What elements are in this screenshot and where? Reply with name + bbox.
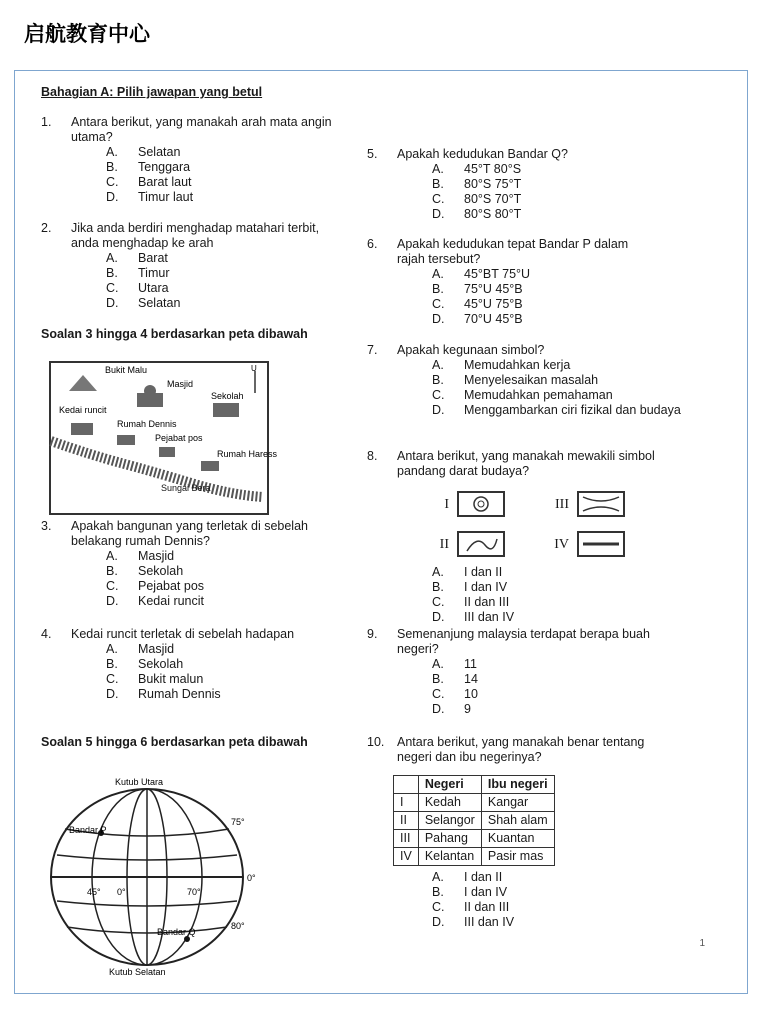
option-text: Timur laut bbox=[138, 190, 194, 204]
option-letter: D. bbox=[432, 610, 445, 624]
symbol-label-2: II bbox=[439, 536, 449, 552]
question-3 bbox=[41, 519, 341, 609]
option-letter: D. bbox=[106, 687, 119, 701]
q8-option-c[interactable] bbox=[432, 595, 667, 610]
q5-option-a[interactable] bbox=[432, 162, 737, 177]
symbol-1-icon bbox=[457, 491, 505, 517]
q1-options bbox=[106, 145, 341, 205]
brand-title: 启航教育中心 bbox=[24, 22, 150, 46]
table-header-cell: Ibu negeri bbox=[481, 776, 554, 794]
question-9 bbox=[367, 627, 667, 717]
table-cell: Kelantan bbox=[418, 848, 481, 866]
option-letter: C. bbox=[432, 192, 445, 206]
question-5 bbox=[367, 147, 737, 222]
map-label-sekolah: Sekolah bbox=[211, 391, 244, 401]
option-letter: B. bbox=[106, 266, 118, 280]
option-text: 80°S 70°T bbox=[464, 192, 522, 206]
option-letter: B. bbox=[106, 160, 118, 174]
table-header-cell bbox=[394, 776, 419, 794]
table-cell: I bbox=[394, 794, 419, 812]
north-label: U bbox=[251, 364, 257, 373]
table-row bbox=[394, 812, 555, 830]
q3-option-c[interactable] bbox=[106, 579, 341, 594]
q7-option-a[interactable] bbox=[432, 358, 737, 373]
q4-option-d[interactable] bbox=[106, 687, 341, 702]
q6-option-b[interactable] bbox=[432, 282, 647, 297]
option-letter: A. bbox=[432, 358, 444, 372]
q2-option-b[interactable] bbox=[106, 266, 341, 281]
table-row bbox=[394, 848, 555, 866]
option-text: 75°U 45°B bbox=[464, 282, 523, 296]
option-letter: D. bbox=[106, 190, 119, 204]
map-label-kedai: Kedai runcit bbox=[59, 405, 107, 415]
q4-number: 4. bbox=[41, 627, 52, 641]
q9-option-d[interactable] bbox=[432, 702, 667, 717]
q2-option-c[interactable] bbox=[106, 281, 341, 296]
q9-options bbox=[432, 657, 667, 717]
option-letter: D. bbox=[106, 594, 119, 608]
question-10 bbox=[367, 735, 667, 930]
option-text: 11 bbox=[464, 657, 477, 671]
q7-option-b[interactable] bbox=[432, 373, 737, 388]
globe-section-title: Soalan 5 hingga 6 berdasarkan peta dibawah bbox=[41, 735, 308, 749]
section-a-title: Bahagian A: Pilih jawapan yang betul bbox=[41, 85, 263, 99]
option-letter: B. bbox=[106, 564, 118, 578]
globe-drawing bbox=[39, 777, 279, 977]
option-letter: A. bbox=[432, 162, 444, 176]
question-8 bbox=[367, 449, 667, 625]
option-letter: D. bbox=[432, 312, 445, 326]
option-text: 9 bbox=[464, 702, 471, 716]
table-row bbox=[394, 794, 555, 812]
option-text: I dan II bbox=[464, 870, 503, 884]
symbol-grid bbox=[407, 491, 667, 557]
q9-text: Semenanjung malaysia terdapat berapa buah negeri? bbox=[397, 627, 650, 656]
q2-options bbox=[106, 251, 341, 311]
option-letter: D. bbox=[432, 702, 445, 716]
q7-options bbox=[432, 358, 737, 418]
q2-option-d[interactable] bbox=[106, 296, 341, 311]
q8-option-d[interactable] bbox=[432, 610, 667, 625]
symbol-label-4: IV bbox=[554, 536, 569, 552]
q3-option-a[interactable] bbox=[106, 549, 341, 564]
label-70: 70° bbox=[187, 887, 201, 897]
option-text: 80°S 75°T bbox=[464, 177, 522, 191]
q10-option-b[interactable] bbox=[432, 885, 667, 900]
q5-text: Apakah kedudukan Bandar Q? bbox=[397, 147, 568, 161]
option-letter: A. bbox=[432, 870, 444, 884]
label-bandar-p: Bandar P bbox=[69, 825, 107, 835]
house-dennis-icon bbox=[117, 435, 135, 445]
symbol-4-icon bbox=[577, 531, 625, 557]
q5-option-d[interactable] bbox=[432, 207, 737, 222]
state-capital-table bbox=[393, 775, 555, 866]
option-text: Memudahkan kerja bbox=[464, 358, 571, 372]
option-letter: B. bbox=[432, 580, 444, 594]
post-office-icon bbox=[159, 447, 175, 457]
option-letter: A. bbox=[432, 565, 444, 579]
option-text: III dan IV bbox=[464, 915, 515, 929]
symbol-label-3: III bbox=[555, 496, 569, 512]
question-7 bbox=[367, 343, 737, 418]
option-text: Timur bbox=[138, 266, 170, 280]
option-text: Masjid bbox=[138, 642, 175, 656]
option-text: Menggambarkan ciri fizikal dan budaya bbox=[464, 403, 681, 417]
q7-text: Apakah kegunaan simbol? bbox=[397, 343, 545, 357]
option-letter: C. bbox=[106, 175, 119, 189]
label-north-pole: Kutub Utara bbox=[115, 777, 164, 787]
symbol-3-icon bbox=[577, 491, 625, 517]
option-letter: D. bbox=[432, 915, 445, 929]
question-10-options bbox=[432, 870, 667, 930]
option-text: 10 bbox=[464, 687, 478, 701]
q7-number: 7. bbox=[367, 343, 378, 357]
option-text: I dan IV bbox=[464, 580, 508, 594]
option-text: III dan IV bbox=[464, 610, 515, 624]
option-letter: D. bbox=[106, 296, 119, 310]
option-text: 45°U 75°B bbox=[464, 297, 523, 311]
question-10-text: Antara berikut, yang manakah benar tentang negeri dan ibu negerinya? bbox=[397, 735, 645, 764]
option-text: Barat bbox=[138, 251, 168, 265]
option-text: Sekolah bbox=[138, 564, 184, 578]
q4-text: Kedai runcit terletak di sebelah hadapan bbox=[71, 627, 295, 641]
map-section-title: Soalan 3 hingga 4 berdasarkan peta dibawah bbox=[41, 327, 308, 341]
question-4 bbox=[41, 627, 341, 702]
map-label-sungai: Sungai Bera bbox=[161, 483, 211, 493]
option-letter: A. bbox=[106, 549, 118, 563]
table-cell: III bbox=[394, 830, 419, 848]
option-letter: C. bbox=[432, 687, 445, 701]
option-letter: C. bbox=[432, 595, 445, 609]
q4-options bbox=[106, 642, 341, 702]
table-cell: Kedah bbox=[418, 794, 481, 812]
option-text: Selatan bbox=[138, 145, 181, 159]
option-letter: C. bbox=[106, 281, 119, 295]
q7-option-d[interactable] bbox=[432, 403, 737, 418]
option-letter: A. bbox=[106, 145, 118, 159]
q10-option-d[interactable] bbox=[432, 915, 667, 930]
option-letter: C. bbox=[106, 579, 119, 593]
q3-number: 3. bbox=[41, 519, 52, 533]
q6-number: 6. bbox=[367, 237, 378, 251]
option-text: Bukit malun bbox=[138, 672, 204, 686]
q4-option-c[interactable] bbox=[106, 672, 341, 687]
shop-icon bbox=[71, 423, 93, 435]
map-label-masjid: Masjid bbox=[167, 379, 194, 389]
option-letter: D. bbox=[432, 403, 445, 417]
q4-option-b[interactable] bbox=[106, 657, 341, 672]
q10-option-a[interactable] bbox=[432, 870, 667, 885]
question-8-text: Antara berikut, yang manakah mewakili simbol pandang darat budaya? bbox=[397, 449, 655, 478]
option-letter: A. bbox=[432, 267, 444, 281]
village-map bbox=[49, 361, 278, 515]
q10-option-c[interactable] bbox=[432, 900, 667, 915]
option-letter: A. bbox=[106, 642, 118, 656]
map-label-bukit-malu: Bukit Malu bbox=[105, 365, 148, 375]
q6-option-c[interactable] bbox=[432, 297, 647, 312]
question-8-options bbox=[432, 565, 667, 625]
q5-option-b[interactable] bbox=[432, 177, 737, 192]
label-80: 80° bbox=[231, 921, 245, 931]
option-letter: B. bbox=[432, 282, 444, 296]
option-letter: B. bbox=[106, 657, 118, 671]
map-label-rumah-dennis: Rumah Dennis bbox=[117, 419, 177, 429]
q8-option-b[interactable] bbox=[432, 580, 667, 595]
question-1 bbox=[41, 115, 341, 205]
question-2 bbox=[41, 221, 341, 311]
q3-options bbox=[106, 549, 341, 609]
q7-option-c[interactable] bbox=[432, 388, 737, 403]
q6-options bbox=[432, 267, 647, 327]
option-text: Utara bbox=[138, 281, 169, 295]
option-text: Memudahkan pemahaman bbox=[464, 388, 613, 402]
label-south-pole: Kutub Selatan bbox=[109, 967, 166, 977]
table-cell: Pasir mas bbox=[481, 848, 554, 866]
option-letter: B. bbox=[432, 373, 444, 387]
page-number: 1 bbox=[699, 938, 705, 949]
q1-number: 1. bbox=[41, 115, 52, 129]
q1-option-c[interactable] bbox=[106, 175, 341, 190]
option-text: Menyelesaikan masalah bbox=[464, 373, 599, 387]
symbol-2-icon bbox=[457, 531, 505, 557]
option-letter: B. bbox=[432, 885, 444, 899]
q2-number: 2. bbox=[41, 221, 52, 235]
map-label-rumah-haress: Rumah Haress bbox=[217, 449, 278, 459]
table-cell: Selangor bbox=[418, 812, 481, 830]
q2-option-a[interactable] bbox=[106, 251, 341, 266]
q9-option-b[interactable] bbox=[432, 672, 667, 687]
option-text: 45°T 80°S bbox=[464, 162, 522, 176]
option-letter: C. bbox=[432, 297, 445, 311]
question-6 bbox=[367, 237, 647, 327]
label-0-bottom: 0° bbox=[117, 887, 126, 897]
option-text: 80°S 80°T bbox=[464, 207, 522, 221]
question-10-number: 10. bbox=[367, 735, 385, 749]
house-haress-icon bbox=[201, 461, 219, 471]
table-cell: Kangar bbox=[481, 794, 554, 812]
option-text: 14 bbox=[464, 672, 478, 686]
q6-option-a[interactable] bbox=[432, 267, 647, 282]
question-8-number: 8. bbox=[367, 449, 378, 463]
option-text: II dan III bbox=[464, 595, 510, 609]
q8-option-a[interactable] bbox=[432, 565, 667, 580]
q9-option-c[interactable] bbox=[432, 687, 667, 702]
q9-option-a[interactable] bbox=[432, 657, 667, 672]
option-text: Tenggara bbox=[138, 160, 191, 174]
option-text: 45°BT 75°U bbox=[464, 267, 531, 281]
table-cell: IV bbox=[394, 848, 419, 866]
label-0-right: 0° bbox=[247, 873, 256, 883]
q6-text: Apakah kedudukan tepat Bandar P dalam rajah tersebut? bbox=[397, 237, 629, 266]
option-letter: B. bbox=[432, 177, 444, 191]
map-label-pejabat-pos: Pejabat pos bbox=[155, 433, 203, 443]
globe-diagram bbox=[39, 777, 279, 977]
q2-text: Jika anda berdiri menghadap matahari terbit, anda menghadap ke arah bbox=[71, 221, 320, 250]
q9-number: 9. bbox=[367, 627, 378, 641]
table-header-cell: Negeri bbox=[418, 776, 481, 794]
option-letter: C. bbox=[106, 672, 119, 686]
table-row bbox=[394, 830, 555, 848]
q1-option-d[interactable] bbox=[106, 190, 341, 205]
q3-text: Apakah bangunan yang terletak di sebelah belakang rumah Dennis? bbox=[71, 519, 308, 548]
symbol-label-1: I bbox=[444, 496, 449, 512]
q3-option-b[interactable] bbox=[106, 564, 341, 579]
q1-option-b[interactable] bbox=[106, 160, 341, 175]
table-cell: Pahang bbox=[418, 830, 481, 848]
worksheet-page bbox=[14, 70, 748, 994]
q5-options bbox=[432, 162, 737, 222]
option-text: Masjid bbox=[138, 549, 175, 563]
option-letter: C. bbox=[432, 900, 445, 914]
option-text: Selatan bbox=[138, 296, 181, 310]
option-letter: B. bbox=[432, 672, 444, 686]
option-text: 70°U 45°B bbox=[464, 312, 523, 326]
q3-option-d[interactable] bbox=[106, 594, 341, 609]
option-text: II dan III bbox=[464, 900, 510, 914]
label-bandar-q: Bandar Q bbox=[157, 927, 196, 937]
q1-option-a[interactable] bbox=[106, 145, 341, 160]
q5-option-c[interactable] bbox=[432, 192, 737, 207]
label-75: 75° bbox=[231, 817, 245, 827]
q6-option-d[interactable] bbox=[432, 312, 647, 327]
table-cell: Shah alam bbox=[481, 812, 554, 830]
table-cell: II bbox=[394, 812, 419, 830]
option-text: I dan IV bbox=[464, 885, 508, 899]
option-letter: C. bbox=[432, 388, 445, 402]
option-text: I dan II bbox=[464, 565, 503, 579]
q1-text: Antara berikut, yang manakah arah mata angin utama? bbox=[71, 115, 332, 144]
option-letter: A. bbox=[432, 657, 444, 671]
q4-option-a[interactable] bbox=[106, 642, 341, 657]
village-map-drawing bbox=[51, 363, 278, 509]
option-letter: D. bbox=[432, 207, 445, 221]
option-text: Pejabat pos bbox=[138, 579, 205, 593]
label-45: 45° bbox=[87, 887, 101, 897]
hill-icon bbox=[69, 375, 97, 391]
option-text: Rumah Dennis bbox=[138, 687, 221, 701]
q5-number: 5. bbox=[367, 147, 378, 161]
option-text: Barat laut bbox=[138, 175, 192, 189]
table-cell: Kuantan bbox=[481, 830, 554, 848]
option-letter: A. bbox=[106, 251, 118, 265]
option-text: Kedai runcit bbox=[138, 594, 205, 608]
option-text: Sekolah bbox=[138, 657, 184, 671]
school-icon bbox=[213, 403, 239, 417]
